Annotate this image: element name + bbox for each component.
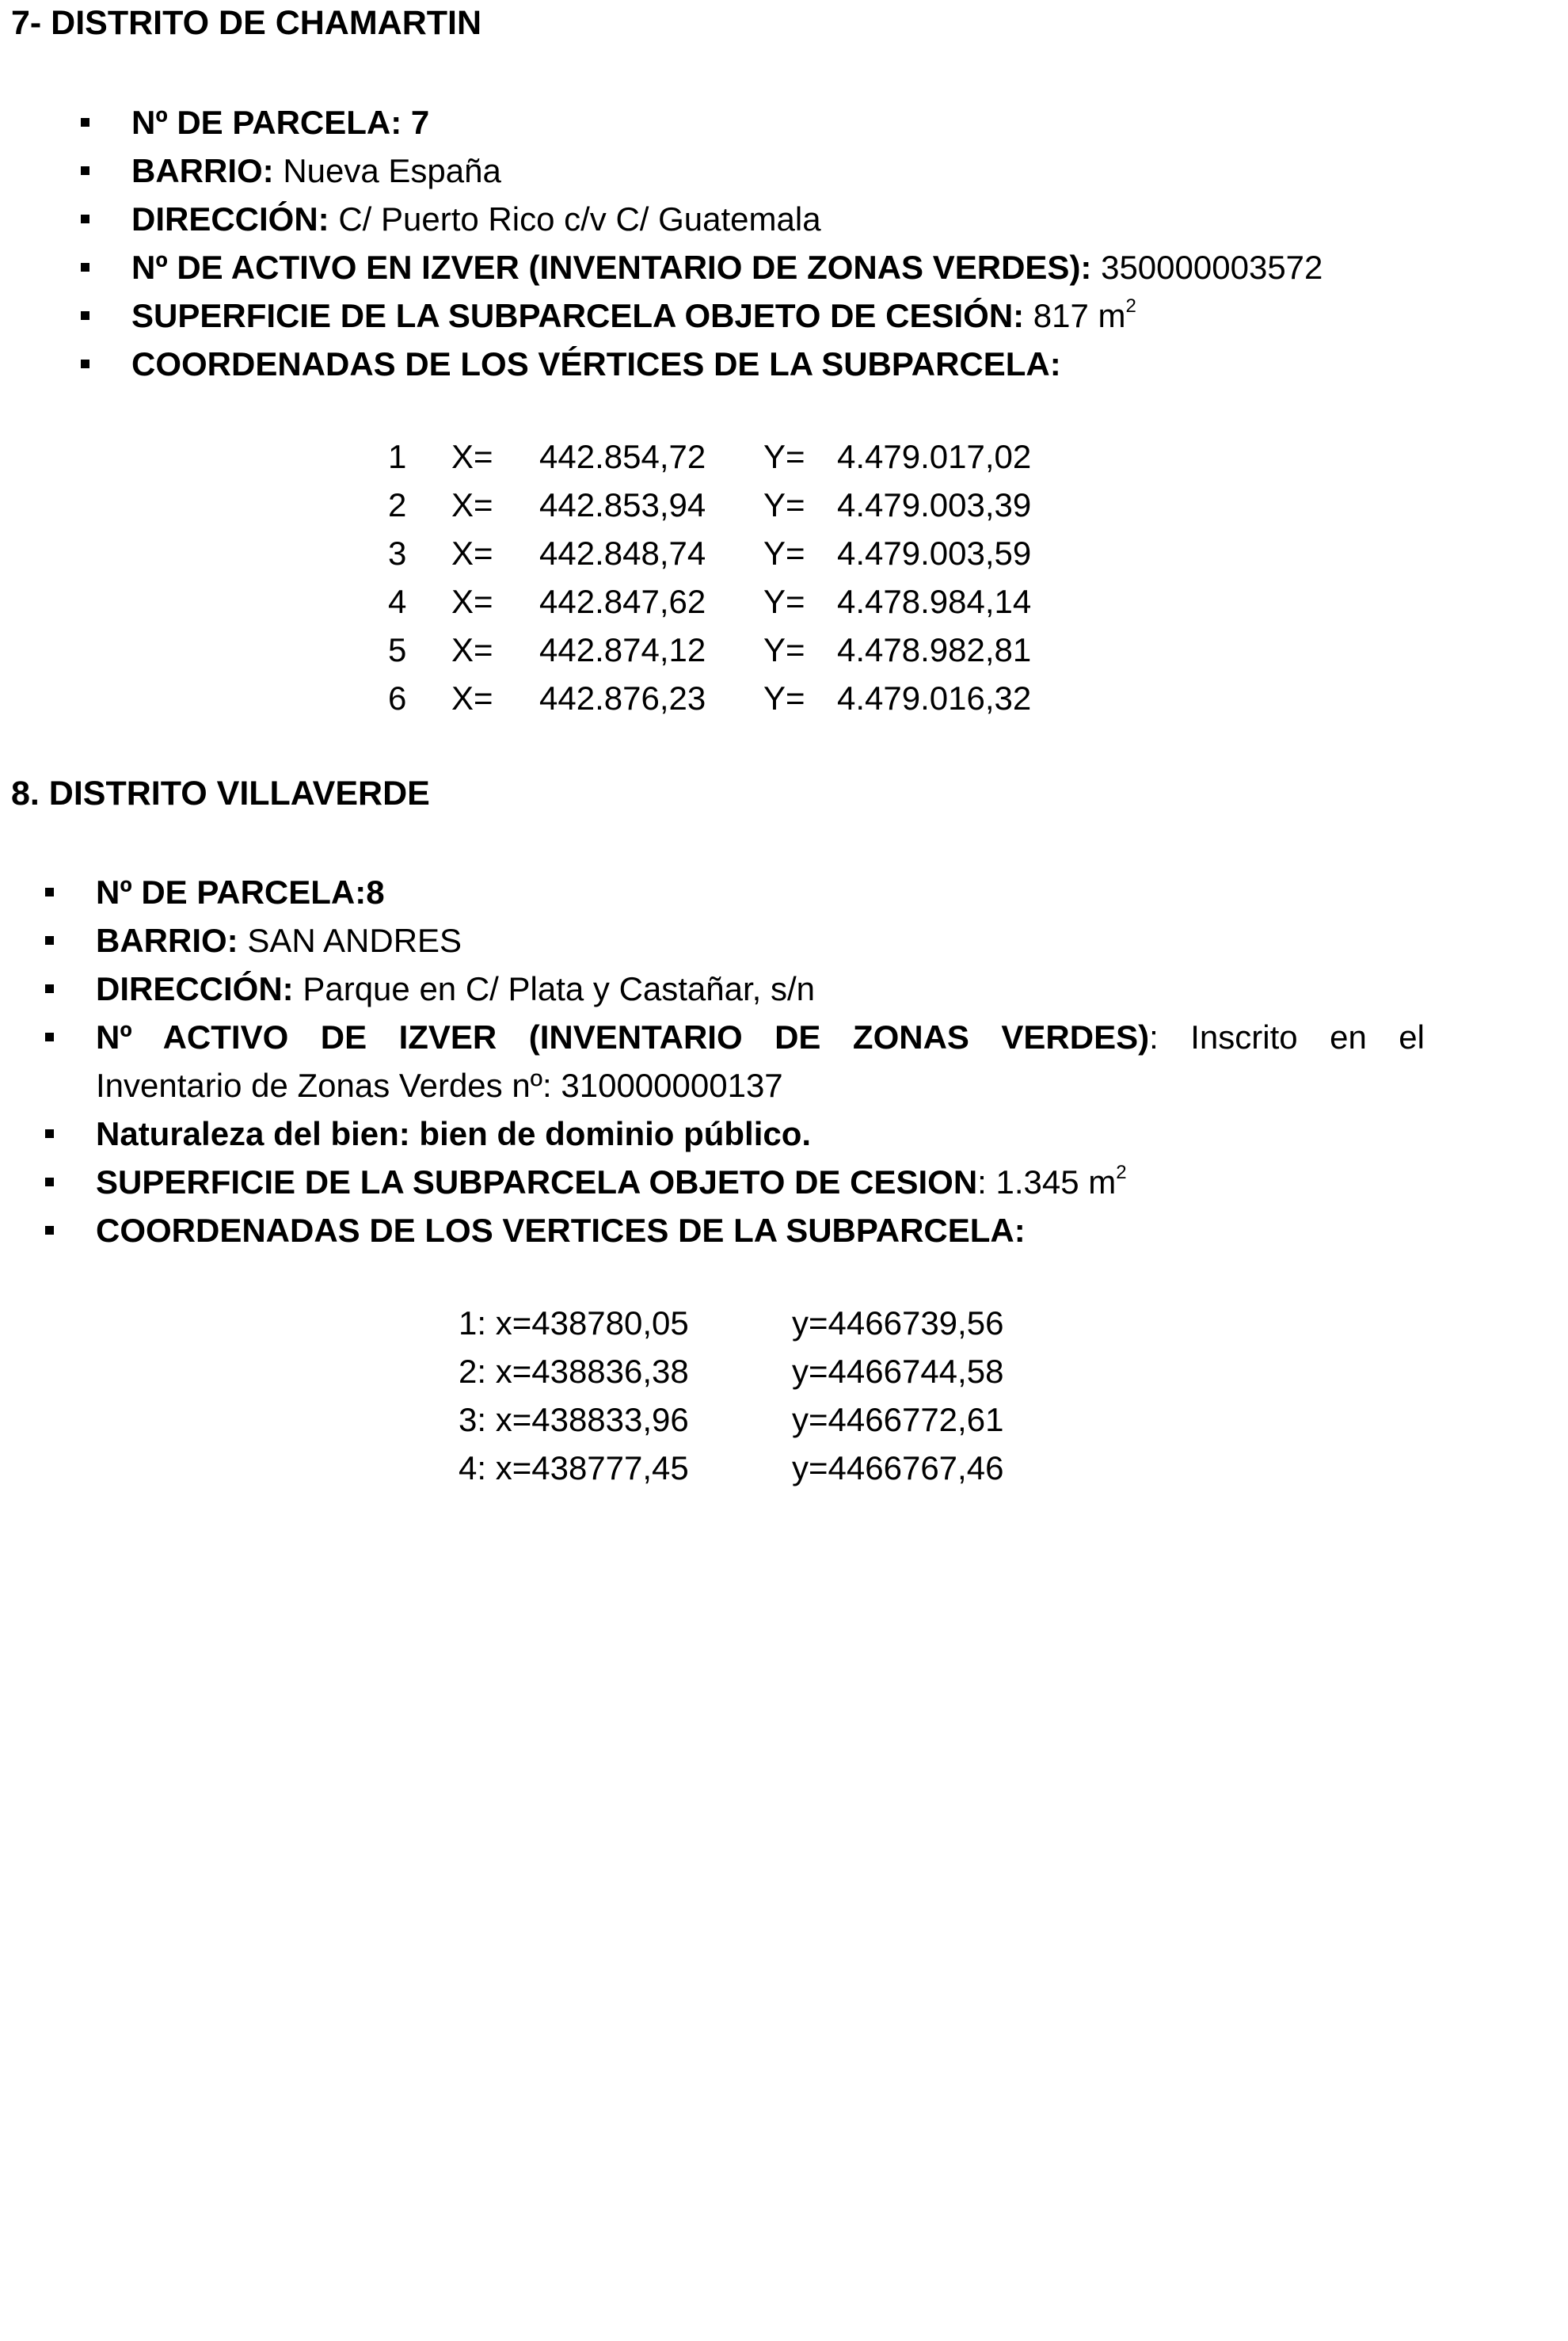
item-label: DIRECCIÓN: [131,200,329,238]
item-label: COORDENADAS DE LOS VERTICES DE LA SUBPARCELA: [96,1212,1026,1249]
vertex-y: y=4466739,56 [792,1304,1004,1342]
y-label: Y= [763,583,805,620]
x-label: X= [451,486,493,523]
item-value: Nueva España [273,152,501,189]
vertex-number: 1 [388,438,407,475]
vertex-number: 5 [388,631,407,668]
item-label: Naturaleza del bien: bien de dominio público. [96,1115,812,1152]
item-label: SUPERFICIE DE LA SUBPARCELA OBJETO DE CESIÓN: [131,297,1025,334]
y-label: Y= [763,535,805,572]
vertex-number: 6 [388,679,407,717]
item-value: : Inscrito en el [1149,1018,1425,1056]
y-value: 4.479.016,32 [837,679,1032,717]
item-value: : 1.345 m [977,1163,1117,1201]
section-7-list [131,98,1323,388]
item-label: BARRIO: [96,922,238,959]
y-label: Y= [763,438,805,475]
list-item-direccion [96,965,1425,1013]
vertex-x: 2: x=438836,38 [459,1353,689,1390]
x-label: X= [451,583,493,620]
y-label: Y= [763,631,805,668]
item-value: 350000003572 [1091,249,1323,286]
list-item-activo-izver [131,243,1323,291]
list-item-parcela [96,868,1425,916]
vertex-number: 2 [388,486,407,523]
vertex-y: y=4466772,61 [792,1401,1004,1438]
y-value: 4.479.017,02 [837,438,1032,475]
item-label: Nº DE PARCELA:8 [96,874,385,911]
list-item-naturaleza [96,1110,1425,1158]
y-label: Y= [763,679,805,717]
y-value: 4.479.003,59 [837,535,1032,572]
x-label: X= [451,631,493,668]
vertex-y: y=4466744,58 [792,1353,1004,1390]
list-item-activo-izver [96,1013,1425,1110]
list-item-coordenadas [96,1206,1425,1254]
item-value: SAN ANDRES [238,922,462,959]
item-label: Nº DE PARCELA: 7 [131,104,430,141]
x-value: 442.874,12 [539,631,706,668]
list-item-barrio [131,147,1323,195]
x-value: 442.854,72 [539,438,706,475]
vertex-y: y=4466767,46 [792,1449,1004,1486]
y-label: Y= [763,486,805,523]
y-value: 4.478.982,81 [837,631,1032,668]
vertex-number: 3 [388,535,407,572]
item-value: Parque en C/ Plata y Castañar, s/n [293,970,816,1007]
section-7-title: 7- DISTRITO DE CHAMARTIN [11,4,482,42]
x-value: 442.848,74 [539,535,706,572]
y-value: 4.479.003,39 [837,486,1032,523]
vertex-x: 4: x=438777,45 [459,1449,689,1486]
section-8-title: 8. DISTRITO VILLAVERDE [11,775,430,813]
x-value: 442.847,62 [539,583,706,620]
superscript: 2 [1125,295,1136,317]
item-label: Nº ACTIVO DE IZVER (INVENTARIO DE ZONAS VERDES) [96,1018,1150,1056]
vertex-number: 4 [388,583,407,620]
x-value: 442.853,94 [539,486,706,523]
item-value: C/ Puerto Rico c/v C/ Guatemala [329,200,821,238]
item-label: COORDENADAS DE LOS VÉRTICES DE LA SUBPARCELA: [131,345,1061,383]
x-label: X= [451,535,493,572]
list-item-direccion [131,195,1323,243]
vertex-x: 1: x=438780,05 [459,1304,689,1342]
item-label: SUPERFICIE DE LA SUBPARCELA OBJETO DE CESION [96,1163,978,1201]
x-value: 442.876,23 [539,679,706,717]
superscript: 2 [1116,1162,1127,1183]
list-item-barrio [96,916,1425,965]
vertex-x: 3: x=438833,96 [459,1401,689,1438]
list-item-parcela [131,98,1323,147]
x-label: X= [451,438,493,475]
section-8-list [96,868,1425,1254]
list-item-coordenadas [131,340,1323,388]
item-label: Nº DE ACTIVO EN IZVER (INVENTARIO DE ZONAS VERDES): [131,249,1092,286]
list-item-superficie [96,1158,1425,1206]
list-item-superficie [131,291,1323,340]
item-label: BARRIO: [131,152,274,189]
item-value-continuation: Inventario de Zonas Verdes nº: 310000000137 [96,1067,783,1104]
justified-line [96,1013,1425,1061]
x-label: X= [451,679,493,717]
item-value: 817 m [1024,297,1126,334]
y-value: 4.478.984,14 [837,583,1032,620]
item-label: DIRECCIÓN: [96,970,294,1007]
